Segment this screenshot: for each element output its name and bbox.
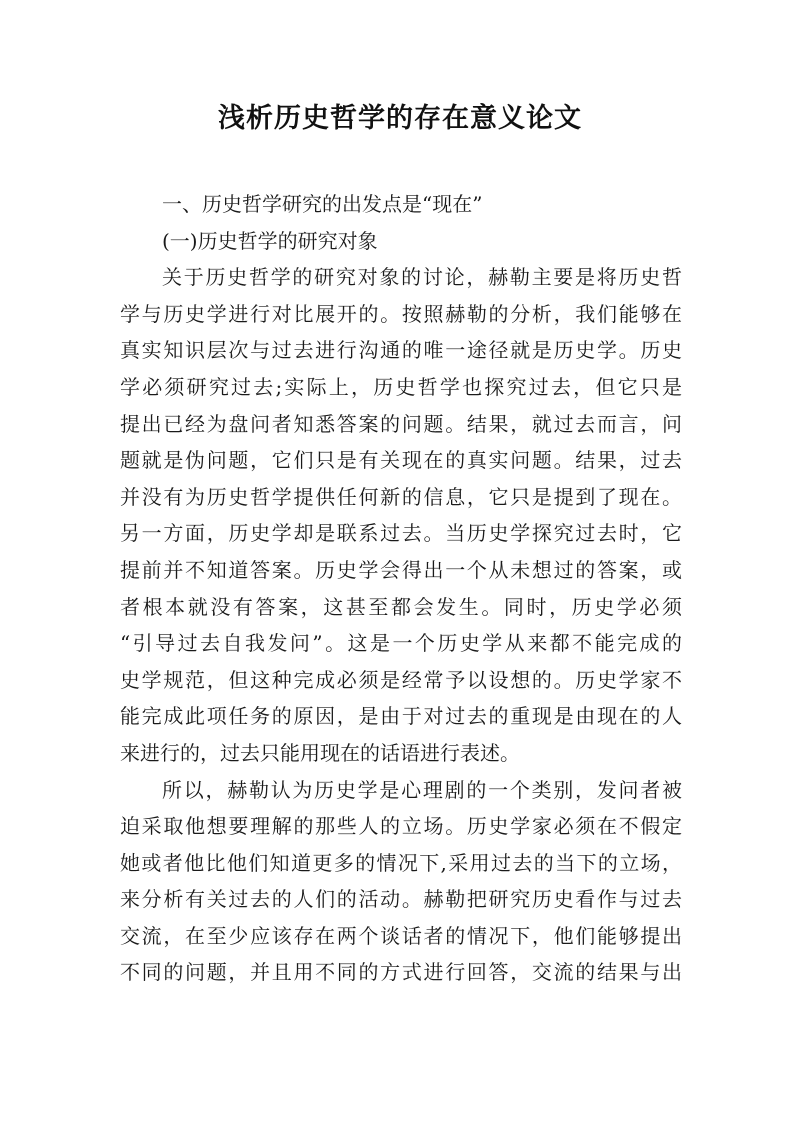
body-text-line: “引导过去自我发问”。这是一个历史学从来都不能完成的 xyxy=(120,631,682,656)
body-text-line: 她或者他比他们知道更多的情况下,采用过去的当下的立场， xyxy=(120,850,682,875)
document-title: 浅析历史哲学的存在意义论文 xyxy=(218,103,582,134)
body-text-line: 题就是伪问题，它们只是有关现在的真实问题。结果，过去 xyxy=(120,448,682,473)
body-text-line: 提出已经为盘问者知悉答案的问题。结果，就过去而言，问 xyxy=(120,411,682,436)
body-text-line: 所以，赫勒认为历史学是心理剧的一个类别，发问者被 xyxy=(162,777,682,802)
body-text-line: 来进行的，过去只能用现在的话语进行表述。 xyxy=(120,740,520,765)
body-text-line: 一、历史哲学研究的出发点是“现在” xyxy=(162,192,483,216)
body-text-line: 交流，在至少应该存在两个谈话者的情况下，他们能够提出 xyxy=(120,923,682,948)
body-text-line: 迫采取他想要理解的那些人的立场。历史学家必须在不假定 xyxy=(120,814,682,839)
body-text-line: 来分析有关过去的人们的活动。赫勒把研究历史看作与过去 xyxy=(120,887,682,912)
body-text-line: (一)历史哲学的研究对象 xyxy=(162,228,378,253)
body-text-line: 真实知识层次与过去进行沟通的唯一途径就是历史学。历史 xyxy=(120,338,682,363)
body-text-line: 另一方面，历史学却是联系过去。当历史学探究过去时，它 xyxy=(120,521,682,546)
body-text-line: 者根本就没有答案，这甚至都会发生。同时，历史学必须 xyxy=(120,594,682,619)
body-text-line: 不同的问题，并且用不同的方式进行回答，交流的结果与出 xyxy=(120,960,682,985)
body-text-line: 学与历史学进行对比展开的。按照赫勒的分析，我们能够在 xyxy=(120,301,682,326)
body-text-line: 学必须研究过去;实际上，历史哲学也探究过去，但它只是 xyxy=(120,374,682,399)
body-text-line: 并没有为历史哲学提供任何新的信息，它只是提到了现在。 xyxy=(120,484,682,509)
body-text-line: 关于历史哲学的研究对象的讨论，赫勒主要是将历史哲 xyxy=(162,265,682,290)
body-text-line: 提前并不知道答案。历史学会得出一个从未想过的答案，或 xyxy=(120,557,682,582)
body-text-line: 史学规范，但这种完成必须是经常予以设想的。历史学家不 xyxy=(120,667,682,692)
body-text-line: 能完成此项任务的原因，是由于对过去的重现是由现在的人 xyxy=(120,704,682,729)
document-body xyxy=(120,186,682,991)
